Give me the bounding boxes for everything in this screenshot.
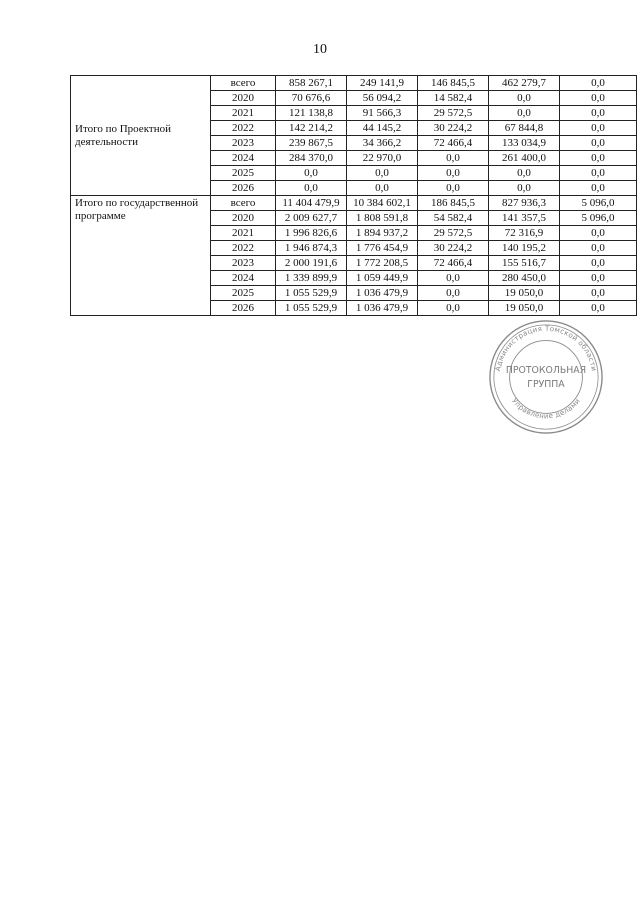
- value-cell: 44 145,2: [347, 121, 418, 136]
- stamp-inner-line1: ПРОТОКОЛЬНАЯ: [505, 365, 587, 377]
- value-cell: 2 000 191,6: [276, 256, 347, 271]
- value-cell: 1 808 591,8: [347, 211, 418, 226]
- value-cell: 1 776 454,9: [347, 241, 418, 256]
- value-cell: 0,0: [489, 91, 560, 106]
- value-cell: 19 050,0: [489, 301, 560, 316]
- period-cell: 2025: [211, 286, 276, 301]
- value-cell: 22 970,0: [347, 151, 418, 166]
- value-cell: 1 339 899,9: [276, 271, 347, 286]
- period-cell: 2020: [211, 91, 276, 106]
- value-cell: 10 384 602,1: [347, 196, 418, 211]
- value-cell: 121 138,8: [276, 106, 347, 121]
- value-cell: 146 845,5: [418, 76, 489, 91]
- value-cell: 29 572,5: [418, 106, 489, 121]
- period-cell: 2026: [211, 301, 276, 316]
- value-cell: 0,0: [560, 271, 637, 286]
- value-cell: 239 867,5: [276, 136, 347, 151]
- period-cell: 2023: [211, 136, 276, 151]
- budget-table: [70, 75, 637, 316]
- period-cell: всего: [211, 196, 276, 211]
- value-cell: 133 034,9: [489, 136, 560, 151]
- value-cell: 72 466,4: [418, 136, 489, 151]
- value-cell: 261 400,0: [489, 151, 560, 166]
- value-cell: 29 572,5: [418, 226, 489, 241]
- value-cell: 1 772 208,5: [347, 256, 418, 271]
- value-cell: 1 059 449,9: [347, 271, 418, 286]
- page-number: 10: [313, 42, 327, 57]
- value-cell: 30 224,2: [418, 121, 489, 136]
- value-cell: 0,0: [418, 301, 489, 316]
- value-cell: 30 224,2: [418, 241, 489, 256]
- value-cell: 5 096,0: [560, 196, 637, 211]
- value-cell: 0,0: [560, 151, 637, 166]
- value-cell: 1 894 937,2: [347, 226, 418, 241]
- value-cell: 0,0: [560, 136, 637, 151]
- stamp-outer-bottom-text: Управление делами: [510, 396, 582, 421]
- value-cell: 1 055 529,9: [276, 286, 347, 301]
- value-cell: 0,0: [418, 271, 489, 286]
- value-cell: 1 036 479,9: [347, 301, 418, 316]
- period-cell: 2024: [211, 151, 276, 166]
- value-cell: 19 050,0: [489, 286, 560, 301]
- value-cell: 0,0: [276, 166, 347, 181]
- value-cell: 0,0: [489, 166, 560, 181]
- value-cell: 462 279,7: [489, 76, 560, 91]
- value-cell: 0,0: [560, 301, 637, 316]
- value-cell: 72 316,9: [489, 226, 560, 241]
- svg-text:Управление делами: [510, 396, 582, 420]
- value-cell: 0,0: [560, 241, 637, 256]
- stamp-inner-line2: ГРУППА: [527, 378, 565, 390]
- value-cell: 0,0: [560, 166, 637, 181]
- value-cell: 0,0: [560, 76, 637, 91]
- value-cell: 140 195,2: [489, 241, 560, 256]
- value-cell: 284 370,0: [276, 151, 347, 166]
- value-cell: 2 009 627,7: [276, 211, 347, 226]
- table-row: [71, 76, 637, 91]
- value-cell: 56 094,2: [347, 91, 418, 106]
- value-cell: 1 036 479,9: [347, 286, 418, 301]
- value-cell: 1 996 826,6: [276, 226, 347, 241]
- value-cell: 0,0: [276, 181, 347, 196]
- period-cell: 2021: [211, 226, 276, 241]
- stamp-outer-top-text: Администрация Томской области: [493, 323, 599, 372]
- value-cell: 0,0: [347, 166, 418, 181]
- value-cell: 827 936,3: [489, 196, 560, 211]
- value-cell: 0,0: [418, 151, 489, 166]
- value-cell: 0,0: [560, 256, 637, 271]
- value-cell: 5 096,0: [560, 211, 637, 226]
- value-cell: 70 676,6: [276, 91, 347, 106]
- row-group-label: Итого по государственной программе: [71, 196, 211, 316]
- value-cell: 67 844,8: [489, 121, 560, 136]
- value-cell: 858 267,1: [276, 76, 347, 91]
- value-cell: 142 214,2: [276, 121, 347, 136]
- value-cell: 0,0: [560, 91, 637, 106]
- value-cell: 0,0: [489, 181, 560, 196]
- table-row: [71, 196, 637, 211]
- value-cell: 0,0: [560, 226, 637, 241]
- value-cell: 0,0: [560, 121, 637, 136]
- period-cell: 2024: [211, 271, 276, 286]
- value-cell: 34 366,2: [347, 136, 418, 151]
- value-cell: 72 466,4: [418, 256, 489, 271]
- stamp-seal: [487, 318, 605, 436]
- value-cell: 0,0: [347, 181, 418, 196]
- period-cell: 2025: [211, 166, 276, 181]
- period-cell: всего: [211, 76, 276, 91]
- value-cell: 0,0: [489, 106, 560, 121]
- value-cell: 91 566,3: [347, 106, 418, 121]
- value-cell: 0,0: [560, 106, 637, 121]
- value-cell: 0,0: [418, 166, 489, 181]
- value-cell: 54 582,4: [418, 211, 489, 226]
- value-cell: 1 055 529,9: [276, 301, 347, 316]
- period-cell: 2023: [211, 256, 276, 271]
- row-group-label: Итого по Проектной деятельности: [71, 76, 211, 196]
- period-cell: 2020: [211, 211, 276, 226]
- value-cell: 280 450,0: [489, 271, 560, 286]
- period-cell: 2026: [211, 181, 276, 196]
- value-cell: 0,0: [418, 286, 489, 301]
- value-cell: 155 516,7: [489, 256, 560, 271]
- value-cell: 14 582,4: [418, 91, 489, 106]
- period-cell: 2022: [211, 121, 276, 136]
- value-cell: 0,0: [560, 181, 637, 196]
- value-cell: 186 845,5: [418, 196, 489, 211]
- period-cell: 2021: [211, 106, 276, 121]
- value-cell: 0,0: [418, 181, 489, 196]
- period-cell: 2022: [211, 241, 276, 256]
- value-cell: 1 946 874,3: [276, 241, 347, 256]
- value-cell: 141 357,5: [489, 211, 560, 226]
- value-cell: 0,0: [560, 286, 637, 301]
- value-cell: 249 141,9: [347, 76, 418, 91]
- value-cell: 11 404 479,9: [276, 196, 347, 211]
